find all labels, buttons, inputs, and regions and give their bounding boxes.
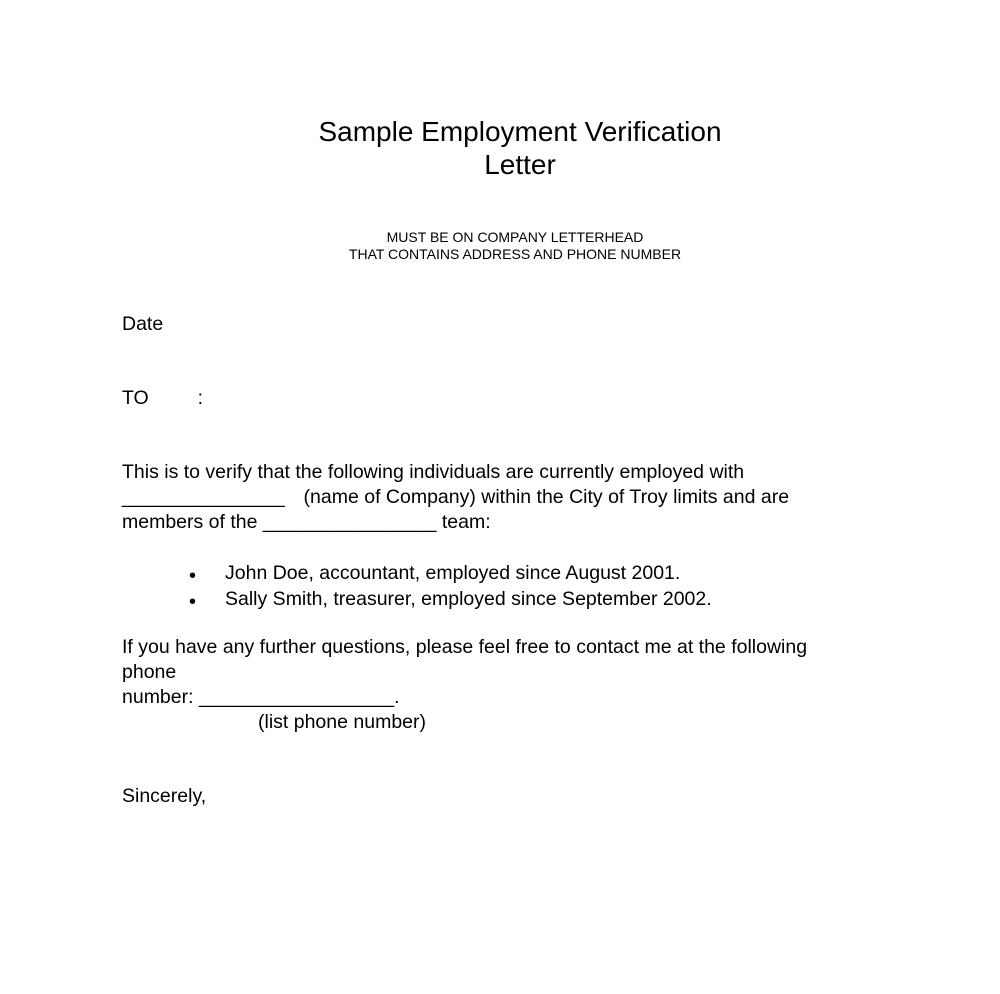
notice-line-1: MUST BE ON COMPANY LETTERHEAD [386, 229, 644, 245]
team-name-blank: ________________ [262, 511, 437, 533]
to-field [122, 386, 203, 411]
date-label: Date [122, 313, 164, 335]
phone-label: number: [122, 686, 194, 708]
verify-line-1: This is to verify that the following individuals are currently employed with [122, 461, 745, 483]
notice-line-2: THAT CONTAINS ADDRESS AND PHONE NUMBER [348, 246, 682, 262]
verify-line-3 [122, 510, 789, 535]
employee-entry: John Doe, accountant, employed since August 2001. [225, 562, 681, 584]
company-name-hint: (name of Company) within the City of Troy limits and are [303, 486, 790, 508]
closing-text: Sincerely, [122, 785, 207, 807]
company-name-blank: _______________ [122, 486, 285, 508]
letter-title [270, 115, 770, 181]
team-label: team: [441, 511, 491, 533]
date-field [122, 312, 163, 337]
bullet-icon: • [189, 591, 197, 613]
phone-number-blank: __________________. [198, 686, 400, 708]
employee-list [183, 560, 712, 612]
closing [122, 784, 206, 809]
bullet-icon: • [189, 565, 197, 587]
to-colon: : [197, 387, 203, 409]
verify-paragraph [122, 460, 789, 535]
contact-line-3 [122, 685, 807, 710]
contact-paragraph [122, 635, 807, 735]
contact-line-2: phone [122, 661, 177, 683]
contact-line-1: If you have any further questions, please feel free to contact me at the following [122, 636, 808, 658]
verify-line-2 [122, 485, 789, 510]
employee-entry: Sally Smith, treasurer, employed since September 2002. [225, 588, 712, 610]
to-label: TO [122, 387, 149, 409]
members-label: members of the [122, 511, 258, 533]
title-line-2: Letter [484, 149, 556, 180]
list-item [183, 560, 712, 586]
letterhead-notice [265, 229, 765, 263]
title-line-1: Sample Employment Verification [318, 116, 722, 147]
list-item [183, 586, 712, 612]
phone-number-hint: (list phone number) [258, 711, 426, 733]
